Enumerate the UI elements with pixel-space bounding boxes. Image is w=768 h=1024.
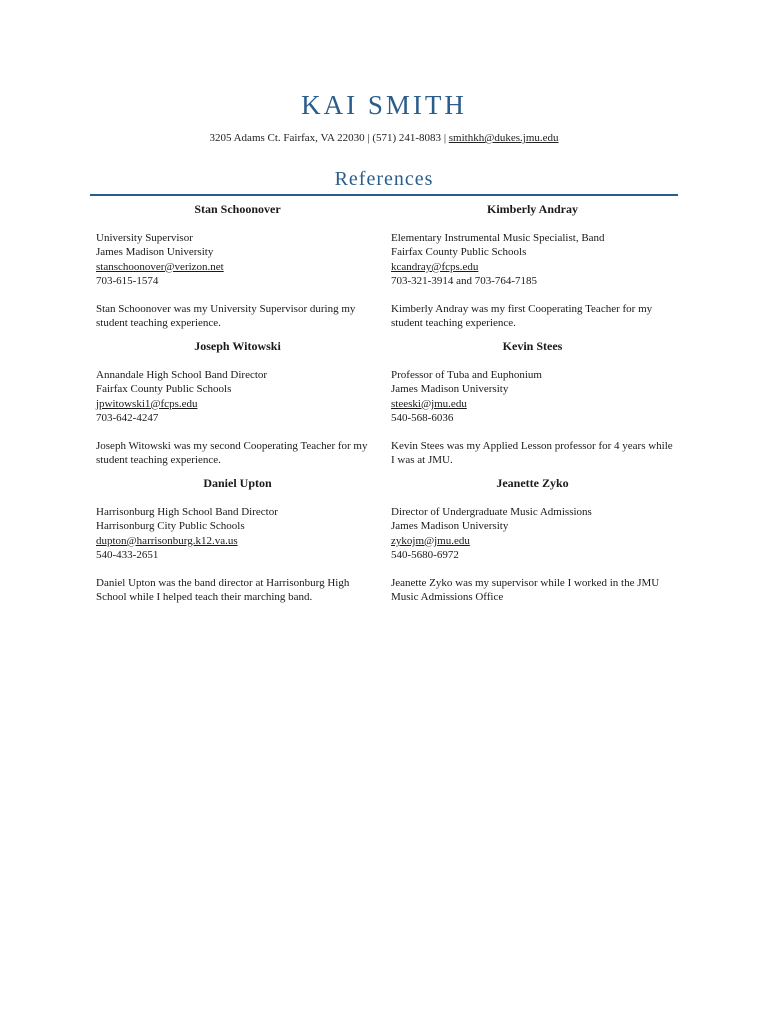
reference-email-link[interactable]: steeski@jmu.edu bbox=[391, 397, 467, 410]
reference-email-link[interactable]: dupton@harrisonburg.k12.va.us bbox=[96, 534, 238, 547]
reference-entry bbox=[96, 473, 379, 623]
reference-name: Jeanette Zyko bbox=[496, 476, 569, 490]
reference-organization: James Madison University bbox=[391, 520, 509, 533]
references-row bbox=[96, 473, 674, 623]
reference-title: Director of Undergraduate Music Admissions bbox=[391, 506, 592, 518]
reference-email-link[interactable]: jpwitowski1@fcps.edu bbox=[96, 397, 198, 410]
phone: (571) 241-8083 bbox=[372, 132, 442, 144]
reference-organization: James Madison University bbox=[96, 246, 214, 259]
references-row bbox=[96, 199, 674, 336]
reference-organization: Fairfax County Public Schools bbox=[391, 246, 527, 259]
reference-title: Professor of Tuba and Euphonium bbox=[391, 369, 542, 381]
references-row bbox=[96, 336, 674, 473]
reference-name: Kimberly Andray bbox=[486, 202, 578, 216]
reference-title: University Supervisor bbox=[96, 232, 193, 244]
reference-title: Annandale High School Band Director bbox=[96, 369, 268, 381]
reference-description: Jeanette Zyko was my supervisor while I worked in the JMU Music Admissions Office bbox=[391, 577, 660, 604]
separator: | bbox=[441, 132, 449, 144]
reference-entry bbox=[391, 199, 674, 336]
reference-entry bbox=[391, 473, 674, 623]
reference-name: Stan Schoonover bbox=[194, 202, 281, 216]
reference-phone: 703-321-3914 and 703-764-7185 bbox=[391, 274, 538, 287]
reference-email-link[interactable]: kcandray@fcps.edu bbox=[391, 260, 479, 273]
reference-title: Harrisonburg High School Band Director bbox=[96, 506, 278, 518]
reference-phone: 540-5680-6972 bbox=[391, 548, 459, 561]
reference-entry bbox=[391, 336, 674, 473]
reference-phone: 703-615-1574 bbox=[96, 274, 159, 287]
applicant-name: KAI SMITH bbox=[301, 90, 467, 120]
reference-description: Kimberly Andray was my first Cooperating Teacher for my student teaching experience. bbox=[391, 303, 653, 330]
contact-line bbox=[0, 132, 768, 144]
separator: | bbox=[364, 132, 373, 144]
reference-entry bbox=[96, 199, 379, 336]
reference-organization: James Madison University bbox=[391, 383, 509, 396]
email-link[interactable]: smithkh@dukes.jmu.edu bbox=[448, 132, 559, 144]
references-grid bbox=[96, 199, 674, 623]
reference-phone: 703-642-4247 bbox=[96, 411, 159, 424]
reference-description: Daniel Upton was the band director at Harrisonburg High School while I helped teach their marching band. bbox=[96, 577, 350, 604]
reference-organization: Harrisonburg City Public Schools bbox=[96, 520, 245, 533]
reference-phone: 540-433-2651 bbox=[96, 548, 159, 561]
reference-description: Joseph Witowski was my second Cooperating Teacher for my student teaching experience. bbox=[96, 440, 368, 467]
reference-name: Daniel Upton bbox=[203, 476, 272, 490]
reference-organization: Fairfax County Public Schools bbox=[96, 383, 232, 396]
section-divider bbox=[90, 194, 678, 196]
address: 3205 Adams Ct. Fairfax, VA 22030 bbox=[209, 132, 365, 144]
reference-name: Kevin Stees bbox=[502, 339, 563, 353]
reference-email-link[interactable]: stanschoonover@verizon.net bbox=[96, 260, 224, 273]
reference-phone: 540-568-6036 bbox=[391, 411, 454, 424]
reference-description: Kevin Stees was my Applied Lesson professor for 4 years while I was at JMU. bbox=[391, 440, 673, 467]
reference-title: Elementary Instrumental Music Specialist, Band bbox=[391, 232, 605, 244]
section-title: References bbox=[334, 168, 434, 190]
reference-entry bbox=[96, 336, 379, 473]
reference-description: Stan Schoonover was my University Supervisor during my student teaching experience. bbox=[96, 303, 356, 330]
reference-name: Joseph Witowski bbox=[194, 339, 281, 353]
reference-email-link[interactable]: zykojm@jmu.edu bbox=[391, 534, 470, 547]
